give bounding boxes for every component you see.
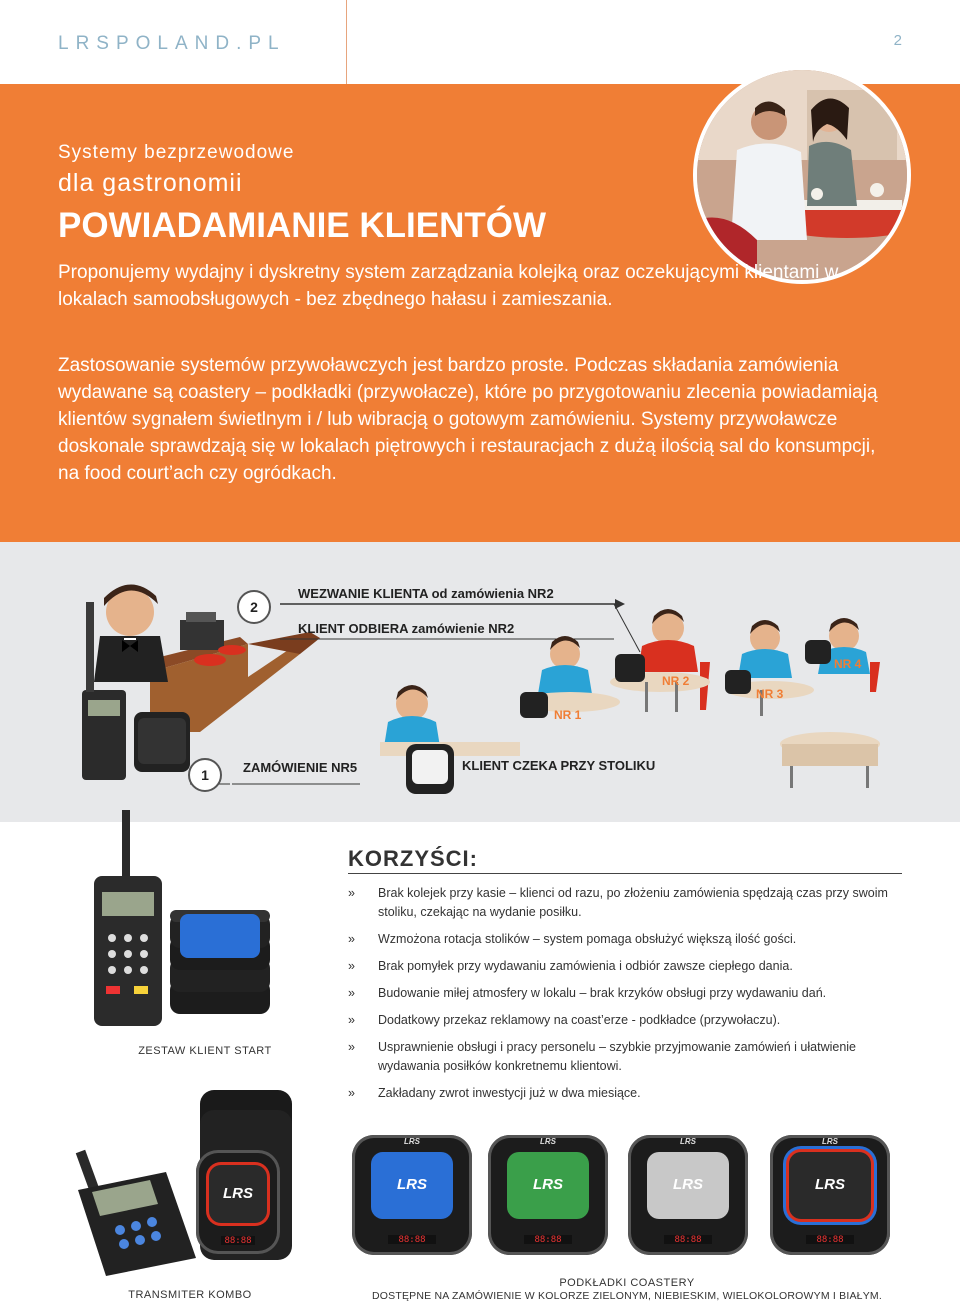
combo-pager-display: 88:88	[221, 1236, 255, 1244]
coaster-white-logo: LRS	[673, 1175, 703, 1193]
benefits-divider	[348, 873, 902, 874]
hero-kicker: Systemy bezprzewodowe	[58, 142, 295, 163]
coaster-multicolor	[770, 1135, 890, 1255]
transmitter-combo-image	[70, 1080, 320, 1280]
hero-body: Zastosowanie systemów przywoławczych jest bardzo proste. Podczas składania zamówienia wydawane są coastery – podkładki (przywołacze), które po przygotowaniu zlecenia powiadamiają klientów sygnałem świetlnym i / lub wibracją o gotowym zamówieniu. Systemy przywoławcze doskonale sprawdzają się w lokalach piętrowych i restauracjach z dużą ilością sal do konsumpcji, na food court’ach czy ogródkach.	[58, 355, 878, 484]
header-divider	[346, 0, 347, 84]
benefit-item: » Wzmożona rotacja stolików – system pomaga obsłużyć większą ilość gości.	[348, 930, 908, 949]
benefits-title: KORZYŚCI:	[348, 846, 478, 871]
table-customer-1	[380, 685, 520, 756]
benefits-list	[348, 884, 908, 1111]
step-2-call-label: WEZWANIE KLIENTA od zamówienia NR2	[298, 586, 554, 601]
coaster-green-display: 88:88	[524, 1235, 572, 1245]
step-2-marker: 2	[237, 590, 271, 624]
step-1-wait-label: KLIENT CZEKA PRZY STOLIKU	[462, 758, 656, 773]
hero-subtitle: dla gastronomii	[58, 169, 243, 197]
combo-pager-logo: LRS	[223, 1185, 253, 1203]
coaster-green-top-logo: LRS	[540, 1137, 556, 1146]
benefit-item: » Zakładany zwrot inwestycji już w dwa miesiące.	[348, 1084, 908, 1103]
coaster-white-display: 88:88	[664, 1235, 712, 1245]
process-diagram	[0, 542, 960, 822]
benefit-item: » Budowanie miłej atmosfery w lokalu – brak krzyków obsługi przy wydawaniu dań.	[348, 984, 908, 1003]
coaster-green-logo: LRS	[533, 1175, 563, 1193]
benefit-item: » Dodatkowy przekaz reklamowy na coast’erze - podkładce (przywołaczu).	[348, 1011, 908, 1030]
site-name[interactable]: LRSPOLAND.PL	[58, 33, 286, 54]
step-1-order-label: ZAMÓWIENIE NR5	[243, 760, 358, 775]
step-2-pickup-label: KLIENT ODBIERA zamówienie NR2	[298, 621, 515, 636]
coaster-blue-top-logo: LRS	[404, 1137, 420, 1146]
coaster-blue	[352, 1135, 472, 1255]
kit-product-image	[90, 810, 280, 1030]
coaster-multicolor-top-logo: LRS	[822, 1137, 838, 1146]
coaster-multicolor-display: 88:88	[806, 1235, 854, 1245]
coaster-green	[488, 1135, 608, 1255]
table-customer-4	[726, 620, 814, 716]
table-label-1: NR 1	[554, 708, 582, 722]
benefit-item: » Brak kolejek przy kasie – klienci od razu, po złożeniu zamówienia spędzają czas przy swoim stoliku, czekając na wydanie posiłku.	[348, 884, 908, 922]
coaster-multicolor-logo: LRS	[815, 1175, 845, 1193]
transmitter-caption: TRANSMITER KOMBO	[128, 1289, 252, 1301]
hero-section	[0, 84, 960, 542]
coaster-blue-display: 88:88	[388, 1235, 436, 1245]
kit-caption: ZESTAW KLIENT START	[138, 1045, 272, 1057]
page-number: 2	[893, 32, 902, 49]
restaurant-couple-photo	[693, 66, 911, 284]
coasters-caption-subtitle: DOSTĘPNE NA ZAMÓWIENIE W KOLORZE ZIELONYM, NIEBIESKIM, WIELOKOLOROWYM I BIAŁYM.	[372, 1290, 882, 1302]
coaster-blue-logo: LRS	[397, 1175, 427, 1193]
benefit-item: » Brak pomyłek przy wydawaniu zamówienia i odbiór zawsze ciepłego dania.	[348, 957, 908, 976]
benefit-item: » Usprawnienie obsługi i pracy personelu – szybkie przyjmowanie zamówień i ułatwienie wydawania posiłków konkretnemu klientowi.	[348, 1038, 908, 1076]
step-1-marker: 1	[188, 758, 222, 792]
coaster-white-top-logo: LRS	[680, 1137, 696, 1146]
table-label-4: NR 4	[834, 657, 862, 671]
coaster-white	[628, 1135, 748, 1255]
diagram-illustration	[0, 542, 960, 822]
empty-table	[780, 732, 880, 788]
coasters-caption-title: PODKŁADKI COASTERY	[559, 1277, 695, 1289]
table-label-2: NR 2	[662, 674, 690, 688]
hero-lead: Proponujemy wydajny i dyskretny system zarządzania kolejką oraz oczekującymi klientami w lokalach samoobsługowych - bez zbędnego hałasu i zamieszania.	[58, 262, 839, 310]
hero-title: POWIADAMIANIE KLIENTÓW	[58, 206, 547, 245]
combo-pager	[196, 1150, 280, 1254]
table-label-3: NR 3	[756, 687, 784, 701]
